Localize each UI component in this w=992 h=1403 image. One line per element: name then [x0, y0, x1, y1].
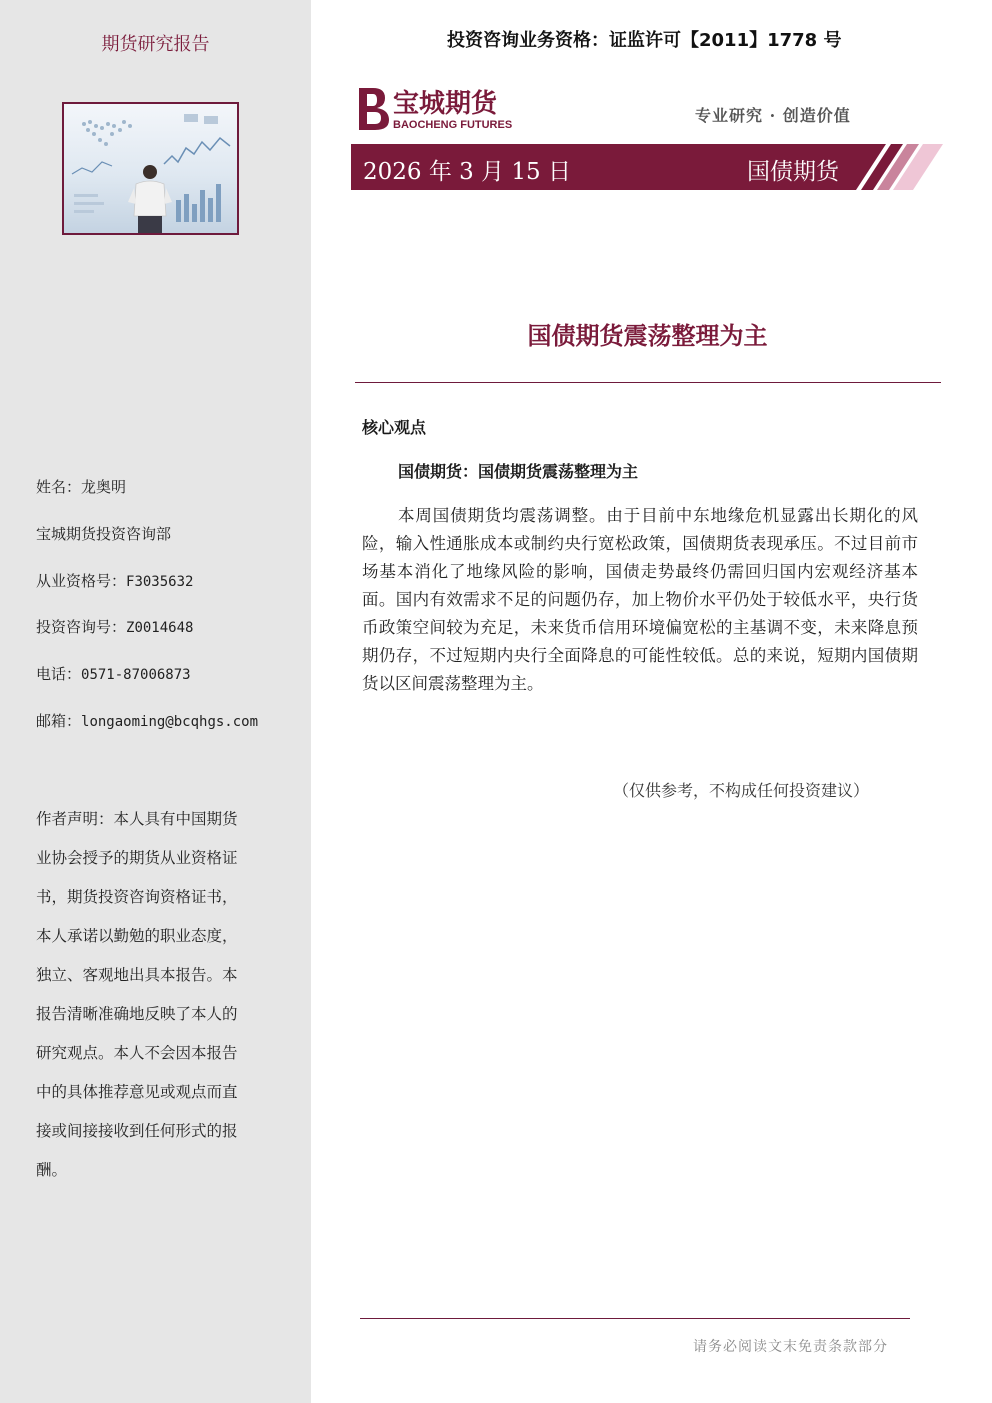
declaration-line: 研究观点。本人不会因本报告	[36, 1044, 238, 1062]
email-label: 邮箱：	[36, 712, 82, 730]
investment-note: （仅供参考，不构成任何投资建议）	[613, 781, 870, 800]
core-view-body: 本周国债期货均震荡调整。由于目前中东地缘危机显露出长期化的风险，输入性通胀成本或制约央行宽松政策，国债期货表现承压。不过目前市场基本消化了地缘风险的影响，国债走势最终仍需回归国内宏观经济基本面。国内有效需求不足的问题仍存，加上物价水平仍处于较低水平，央行货币政策空间较为充足，未来货币信用环境偏宽松的主基调不变，未来降息预期仍存，不过短期内央行全面降息的可能性较低。总的来说，短期内国债期货以区间震荡整理为主。	[362, 506, 918, 693]
declaration-line: 本人承诺以勤勉的职业态度，	[36, 927, 238, 945]
author-declaration	[36, 800, 272, 1190]
title-divider	[355, 382, 941, 383]
date-banner	[351, 144, 943, 190]
advisory-value: Z0014648	[126, 620, 194, 636]
declaration-line: 书，期货投资咨询资格证书，	[36, 888, 238, 906]
declaration-line: 接或间接接收到任何形式的报	[36, 1122, 238, 1140]
declaration-line: 报告清晰准确地反映了本人的	[36, 1005, 238, 1023]
license-number: 投资咨询业务资格：证监许可【2011】1778 号	[447, 30, 842, 51]
slogan: 专业研究 · 创造价值	[695, 106, 851, 125]
declaration-line: 独立、客观地出具本报告。本	[36, 966, 238, 984]
footer-disclaimer[interactable]: 请务必阅读文末免责条款部分	[693, 1339, 888, 1355]
report-date: 2026 年 3 月 15 日	[363, 159, 571, 185]
author-name	[36, 476, 126, 497]
author-advisory	[36, 616, 193, 637]
phone-label: 电话：	[36, 665, 82, 683]
phone-value: 0571-87006873	[81, 667, 191, 683]
email-link[interactable]: longaoming@bcqhgs.com	[81, 714, 259, 730]
declaration-line: 酬。	[36, 1161, 68, 1179]
cover-image	[62, 102, 239, 235]
declaration-line: 作者声明：本人具有中国期货	[36, 810, 238, 828]
core-view-label: 核心观点	[362, 418, 427, 437]
logo-en: BAOCHENG FUTURES	[393, 119, 513, 131]
core-view-subheading: 国债期货：国债期货震荡整理为主	[398, 462, 639, 481]
author-phone	[36, 663, 191, 684]
report-type: 期货研究报告	[101, 34, 210, 55]
declaration-line: 中的具体推荐意见或观点而直	[36, 1083, 238, 1101]
report-title: 国债期货震荡整理为主	[527, 322, 768, 350]
advisory-label: 投资咨询号：	[36, 618, 127, 636]
logo-cn: 宝城期货	[393, 89, 498, 119]
cert-value: F3035632	[126, 574, 194, 590]
company-logo	[355, 84, 525, 132]
author-name-value: 龙奥明	[81, 478, 127, 496]
declaration-line: 业协会授予的期货从业资格证	[36, 849, 238, 867]
author-name-label: 姓名：	[36, 478, 82, 496]
footer-divider	[360, 1318, 910, 1319]
report-category: 国债期货	[747, 159, 839, 185]
cert-label: 从业资格号：	[36, 572, 127, 590]
sidebar	[0, 0, 311, 1403]
author-email	[36, 710, 258, 731]
author-cert	[36, 570, 193, 591]
author-department: 宝城期货投资咨询部	[36, 525, 172, 543]
